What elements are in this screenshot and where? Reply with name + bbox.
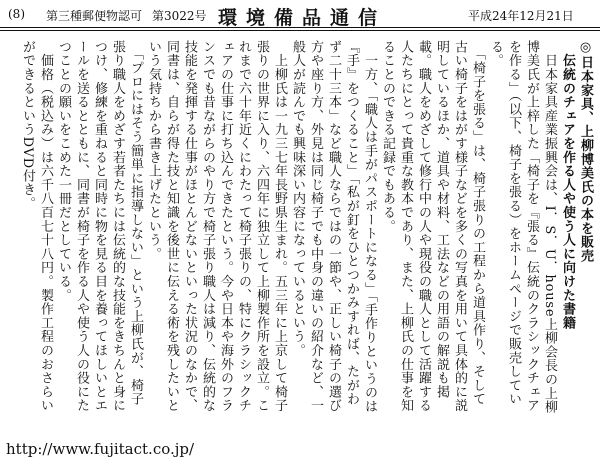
header-rule-bottom <box>0 30 600 31</box>
article-paragraph: 一方、「職人は手がパスポートになる」「手作りというのは『手』をつくること」「私が釘をひとつかみすれば、たがわず二十三本」など職人ならではの一節や、正しい椅子の選び方や座り方、外見は同じ椅子でも中身の違いの紹介など、一般人が読んでも興味深い内容になっているという。 <box>290 40 377 414</box>
article-subheadline: 伝統のチェアを作る人や使う人に向けた書籍 <box>560 40 575 330</box>
article-headline: ◎日本家具、上柳博美氏の本を販売 <box>578 40 593 263</box>
article-paragraph: 上柳氏は一九三七年長野県生まれ。五三年に上京して椅子張りの世界に入り、六四年に独立して上柳製作所を設立。これまで六十年近くにわたって椅子張りの、特にクラシックチェアの仕事に打ち込んできたという。今や日本や海外のフランスでも昔ながらのやり方で椅子張り職人は減り、伝統的な技能を発揮する仕事がほとんどないといった状況のなかで、同書は、自らが得た技と知識を後世に伝える術を残したいという気持ちから書き上げたという。 <box>146 40 287 413</box>
website-link[interactable]: http://www.fujitact.co.jp/ <box>6 440 195 458</box>
page-number: (8) <box>8 7 25 21</box>
article-paragraph: 「プロにはそう簡単に指導しない」という上柳氏が、椅子張り職人をめざす若者たちには伝統的な技能をきちんと身につけ、修練を重ねると同時に物を見る目を養ってほしいとエールを送るとともに、同書が椅子を作る人や使う人の役にたつことの願いをこめた一冊だとしている。 <box>56 40 143 413</box>
article-paragraph: 価格（税込み）は六千八百七十八円。製作工程のおさらいができるというDVD付き。 <box>20 40 53 413</box>
newsletter-title: 環境備品通信 <box>218 7 387 29</box>
newsletter-header <box>0 0 600 30</box>
article-paragraph: 日本家具産業振興会は、I．S．U．house上柳会長の上柳博美氏が上梓した「椅子を『張る』伝統のクラシックチェアを作る」（以下、椅子を張る）をホームページで販売している。 <box>488 40 557 414</box>
issue-number: 第3022号 <box>152 9 207 23</box>
header-rule-top <box>0 27 600 28</box>
postal-permit: 第三種郵便物認可 <box>46 9 143 23</box>
article-paragraph: 「椅子を張る」は、椅子張りの工程から道具作り、そして古い椅子をはがす様子などを多くの写真を用いて具体的に説明しているほか、道具や材料、工法などの用語の解説も掲載。職人をめざして修行中の人や現役の職人として活躍する人たちにとって貴重な教本であり、また、上柳氏の仕事を知ることのできる記録でもある。 <box>380 40 485 413</box>
article-body <box>6 40 594 418</box>
issue-date: 平成24年12月21日 <box>468 9 574 23</box>
